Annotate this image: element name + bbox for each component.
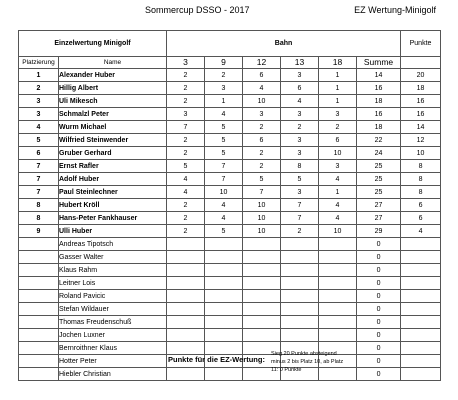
player-hole-score: 4 — [167, 173, 205, 186]
player-name: Jochen Luxner — [59, 329, 167, 342]
player-name: Wilfried Steinwender — [59, 134, 167, 147]
player-sum: 0 — [357, 290, 401, 303]
header-sheet-title: EZ Wertung-Minigolf — [354, 5, 436, 15]
player-hole-score — [319, 251, 357, 264]
player-hole-score — [243, 264, 281, 277]
player-hole-score: 2 — [243, 147, 281, 160]
player-place: 9 — [19, 225, 59, 238]
column-header-row — [19, 57, 441, 69]
player-row — [19, 238, 441, 251]
player-hole-score — [167, 329, 205, 342]
player-hole-score: 5 — [243, 173, 281, 186]
player-row — [19, 368, 441, 381]
player-hole-score: 4 — [205, 212, 243, 225]
player-place: 1 — [19, 69, 59, 82]
player-sum: 25 — [357, 173, 401, 186]
player-place: 3 — [19, 108, 59, 121]
player-sum: 0 — [357, 329, 401, 342]
player-row — [19, 147, 441, 160]
player-points — [401, 290, 441, 303]
player-hole-score: 7 — [205, 160, 243, 173]
player-hole-score — [167, 264, 205, 277]
player-points: 8 — [401, 186, 441, 199]
player-place: 6 — [19, 147, 59, 160]
player-points — [401, 329, 441, 342]
player-hole-score — [319, 264, 357, 277]
player-row — [19, 82, 441, 95]
punkte-header: Punkte — [401, 31, 441, 57]
legend-note: Sieg 20 Punkte absteigend — [271, 351, 337, 357]
player-sum: 22 — [357, 134, 401, 147]
col-hole-header: 3 — [167, 57, 205, 69]
player-name: Stefan Wildauer — [59, 303, 167, 316]
player-sum: 25 — [357, 186, 401, 199]
player-hole-score: 3 — [281, 147, 319, 160]
player-row — [19, 69, 441, 82]
player-hole-score — [205, 329, 243, 342]
player-row — [19, 95, 441, 108]
player-hole-score: 10 — [319, 147, 357, 160]
player-name: Paul Steinlechner — [59, 186, 167, 199]
player-hole-score — [281, 264, 319, 277]
player-place — [19, 316, 59, 329]
player-hole-score: 4 — [319, 199, 357, 212]
player-row — [19, 160, 441, 173]
player-hole-score: 6 — [319, 134, 357, 147]
player-hole-score: 4 — [205, 108, 243, 121]
player-hole-score — [319, 329, 357, 342]
col-sum-header: Summe — [357, 57, 401, 69]
player-hole-score: 1 — [205, 95, 243, 108]
player-hole-score: 2 — [167, 147, 205, 160]
player-name: Andreas Tipotsch — [59, 238, 167, 251]
player-row — [19, 186, 441, 199]
player-hole-score — [281, 238, 319, 251]
player-hole-score: 5 — [281, 173, 319, 186]
player-sum: 0 — [357, 251, 401, 264]
player-points — [401, 368, 441, 381]
player-name: Leitner Lois — [59, 277, 167, 290]
player-sum: 16 — [357, 108, 401, 121]
player-row — [19, 121, 441, 134]
player-hole-score: 10 — [243, 199, 281, 212]
player-name: Schmalzl Peter — [59, 108, 167, 121]
player-name: Wurm Michael — [59, 121, 167, 134]
player-hole-score: 4 — [281, 95, 319, 108]
player-hole-score — [205, 342, 243, 355]
player-row — [19, 251, 441, 264]
player-hole-score — [167, 251, 205, 264]
table-title-row — [19, 31, 441, 57]
legend-label: Punkte für die EZ-Wertung: — [168, 355, 265, 364]
player-points — [401, 238, 441, 251]
player-hole-score — [243, 251, 281, 264]
player-sum: 0 — [357, 238, 401, 251]
player-hole-score — [243, 277, 281, 290]
player-hole-score — [205, 290, 243, 303]
player-hole-score — [243, 238, 281, 251]
player-hole-score — [281, 277, 319, 290]
player-hole-score: 2 — [205, 69, 243, 82]
player-sum: 24 — [357, 147, 401, 160]
player-hole-score — [167, 342, 205, 355]
player-hole-score: 2 — [167, 82, 205, 95]
player-hole-score: 2 — [243, 121, 281, 134]
player-hole-score: 2 — [167, 212, 205, 225]
player-row — [19, 264, 441, 277]
player-hole-score: 4 — [167, 186, 205, 199]
player-sum: 27 — [357, 212, 401, 225]
player-row — [19, 290, 441, 303]
player-hole-score: 5 — [205, 225, 243, 238]
player-points: 6 — [401, 199, 441, 212]
player-hole-score: 2 — [319, 121, 357, 134]
player-hole-score: 5 — [205, 147, 243, 160]
player-sum: 0 — [357, 277, 401, 290]
player-sum: 0 — [357, 303, 401, 316]
player-name: Hiebler Christian — [59, 368, 167, 381]
col-hole-header: 12 — [243, 57, 281, 69]
player-row — [19, 134, 441, 147]
player-hole-score: 2 — [167, 199, 205, 212]
player-name: Hotter Peter — [59, 355, 167, 368]
player-place: 4 — [19, 121, 59, 134]
player-row — [19, 277, 441, 290]
player-hole-score: 3 — [281, 186, 319, 199]
legend-note: 11: 0 Punkte — [271, 367, 302, 373]
player-hole-score: 2 — [281, 225, 319, 238]
player-place: 8 — [19, 199, 59, 212]
player-hole-score — [205, 264, 243, 277]
player-points — [401, 316, 441, 329]
player-hole-score: 6 — [243, 134, 281, 147]
player-place — [19, 238, 59, 251]
header-event-title: Sommercup DSSO - 2017 — [145, 5, 250, 15]
player-hole-score — [205, 316, 243, 329]
player-hole-score: 8 — [281, 160, 319, 173]
player-row — [19, 342, 441, 355]
player-place — [19, 329, 59, 342]
player-hole-score — [243, 290, 281, 303]
player-hole-score: 7 — [167, 121, 205, 134]
player-name: Gruber Gerhard — [59, 147, 167, 160]
player-hole-score: 10 — [205, 186, 243, 199]
player-sum: 18 — [357, 121, 401, 134]
player-name: Uli Mikesch — [59, 95, 167, 108]
player-place: 3 — [19, 95, 59, 108]
player-place: 2 — [19, 82, 59, 95]
player-hole-score — [281, 251, 319, 264]
player-hole-score — [167, 290, 205, 303]
player-row — [19, 212, 441, 225]
player-name: Gasser Walter — [59, 251, 167, 264]
player-hole-score: 7 — [281, 199, 319, 212]
player-hole-score: 5 — [205, 134, 243, 147]
player-hole-score — [243, 329, 281, 342]
player-place: 7 — [19, 186, 59, 199]
player-row — [19, 225, 441, 238]
player-hole-score: 3 — [243, 108, 281, 121]
player-row — [19, 316, 441, 329]
player-hole-score: 6 — [243, 69, 281, 82]
player-hole-score — [205, 251, 243, 264]
player-sum: 0 — [357, 355, 401, 368]
table-title: Einzelwertung Minigolf — [19, 31, 167, 57]
player-name: Hillig Albert — [59, 82, 167, 95]
player-points: 6 — [401, 212, 441, 225]
player-place: 7 — [19, 160, 59, 173]
player-hole-score — [319, 316, 357, 329]
player-hole-score — [205, 238, 243, 251]
col-place-header: Platzierung — [19, 57, 59, 69]
player-name: Ulli Huber — [59, 225, 167, 238]
player-hole-score — [167, 238, 205, 251]
player-hole-score: 7 — [281, 212, 319, 225]
player-points: 16 — [401, 95, 441, 108]
player-hole-score: 2 — [167, 225, 205, 238]
col-hole-header: 9 — [205, 57, 243, 69]
player-row — [19, 173, 441, 186]
player-hole-score: 1 — [319, 95, 357, 108]
player-points — [401, 277, 441, 290]
player-sum: 29 — [357, 225, 401, 238]
player-hole-score: 3 — [281, 134, 319, 147]
player-hole-score: 1 — [319, 186, 357, 199]
player-place — [19, 251, 59, 264]
player-hole-score: 10 — [243, 212, 281, 225]
player-hole-score: 3 — [319, 160, 357, 173]
player-hole-score — [205, 277, 243, 290]
player-place: 5 — [19, 134, 59, 147]
player-hole-score: 3 — [205, 82, 243, 95]
player-name: Hubert Kröll — [59, 199, 167, 212]
player-place — [19, 303, 59, 316]
player-place — [19, 368, 59, 381]
player-place — [19, 264, 59, 277]
player-points: 20 — [401, 69, 441, 82]
player-points: 8 — [401, 173, 441, 186]
player-place — [19, 290, 59, 303]
player-hole-score — [319, 290, 357, 303]
player-sum: 0 — [357, 368, 401, 381]
player-hole-score: 2 — [281, 121, 319, 134]
player-name: Thomas Freudenschuß — [59, 316, 167, 329]
player-points: 4 — [401, 225, 441, 238]
player-hole-score — [281, 316, 319, 329]
player-points — [401, 251, 441, 264]
player-name: Klaus Rahm — [59, 264, 167, 277]
player-hole-score: 4 — [205, 199, 243, 212]
player-hole-score — [205, 368, 243, 381]
player-place: 7 — [19, 173, 59, 186]
player-sum: 0 — [357, 316, 401, 329]
player-hole-score: 4 — [319, 212, 357, 225]
player-hole-score — [319, 303, 357, 316]
player-hole-score — [167, 277, 205, 290]
player-hole-score: 3 — [281, 108, 319, 121]
player-hole-score: 1 — [319, 82, 357, 95]
player-row — [19, 303, 441, 316]
player-name: Adolf Huber — [59, 173, 167, 186]
player-points: 16 — [401, 108, 441, 121]
player-points: 18 — [401, 82, 441, 95]
player-row — [19, 329, 441, 342]
player-hole-score: 3 — [281, 69, 319, 82]
player-points — [401, 342, 441, 355]
player-hole-score: 2 — [167, 95, 205, 108]
col-hole-header: 13 — [281, 57, 319, 69]
player-hole-score: 6 — [281, 82, 319, 95]
player-hole-score: 5 — [167, 160, 205, 173]
col-name-header: Name — [59, 57, 167, 69]
player-row — [19, 199, 441, 212]
player-points: 10 — [401, 147, 441, 160]
player-sum: 0 — [357, 264, 401, 277]
player-hole-score: 7 — [205, 173, 243, 186]
player-hole-score — [167, 316, 205, 329]
player-hole-score: 4 — [243, 82, 281, 95]
player-hole-score — [167, 303, 205, 316]
col-hole-header: 18 — [319, 57, 357, 69]
player-row — [19, 108, 441, 121]
results-table — [18, 30, 441, 381]
player-place: 8 — [19, 212, 59, 225]
player-hole-score — [319, 277, 357, 290]
player-sum: 18 — [357, 95, 401, 108]
player-points: 12 — [401, 134, 441, 147]
player-hole-score — [205, 303, 243, 316]
player-hole-score: 3 — [319, 108, 357, 121]
col-points-header — [401, 57, 441, 69]
player-sum: 14 — [357, 69, 401, 82]
player-hole-score: 10 — [319, 225, 357, 238]
player-hole-score — [281, 329, 319, 342]
player-name: Hans-Peter Fankhauser — [59, 212, 167, 225]
player-hole-score: 3 — [167, 108, 205, 121]
player-sum: 25 — [357, 160, 401, 173]
player-points — [401, 355, 441, 368]
player-points — [401, 264, 441, 277]
player-hole-score: 5 — [205, 121, 243, 134]
player-hole-score: 2 — [243, 160, 281, 173]
player-hole-score: 7 — [243, 186, 281, 199]
player-hole-score — [319, 238, 357, 251]
player-place — [19, 277, 59, 290]
legend-note: minus 2 bis Platz 10, ab Platz — [271, 359, 344, 365]
player-points: 8 — [401, 160, 441, 173]
player-place — [19, 355, 59, 368]
player-points: 14 — [401, 121, 441, 134]
legend-notes — [271, 350, 343, 374]
player-sum: 0 — [357, 342, 401, 355]
bahn-header: Bahn — [167, 31, 401, 57]
player-hole-score: 2 — [167, 134, 205, 147]
player-sum: 16 — [357, 82, 401, 95]
player-hole-score: 4 — [319, 173, 357, 186]
player-hole-score — [243, 316, 281, 329]
player-hole-score — [243, 303, 281, 316]
player-hole-score: 10 — [243, 225, 281, 238]
player-points — [401, 303, 441, 316]
player-name: Roland Pavicic — [59, 290, 167, 303]
player-sum: 27 — [357, 199, 401, 212]
player-name: Alexander Huber — [59, 69, 167, 82]
player-hole-score: 2 — [167, 69, 205, 82]
player-hole-score — [167, 368, 205, 381]
player-name: Bernroithner Klaus — [59, 342, 167, 355]
player-hole-score — [281, 303, 319, 316]
player-name: Ernst Rafler — [59, 160, 167, 173]
player-hole-score — [281, 290, 319, 303]
player-place — [19, 342, 59, 355]
player-hole-score: 1 — [319, 69, 357, 82]
player-hole-score: 10 — [243, 95, 281, 108]
